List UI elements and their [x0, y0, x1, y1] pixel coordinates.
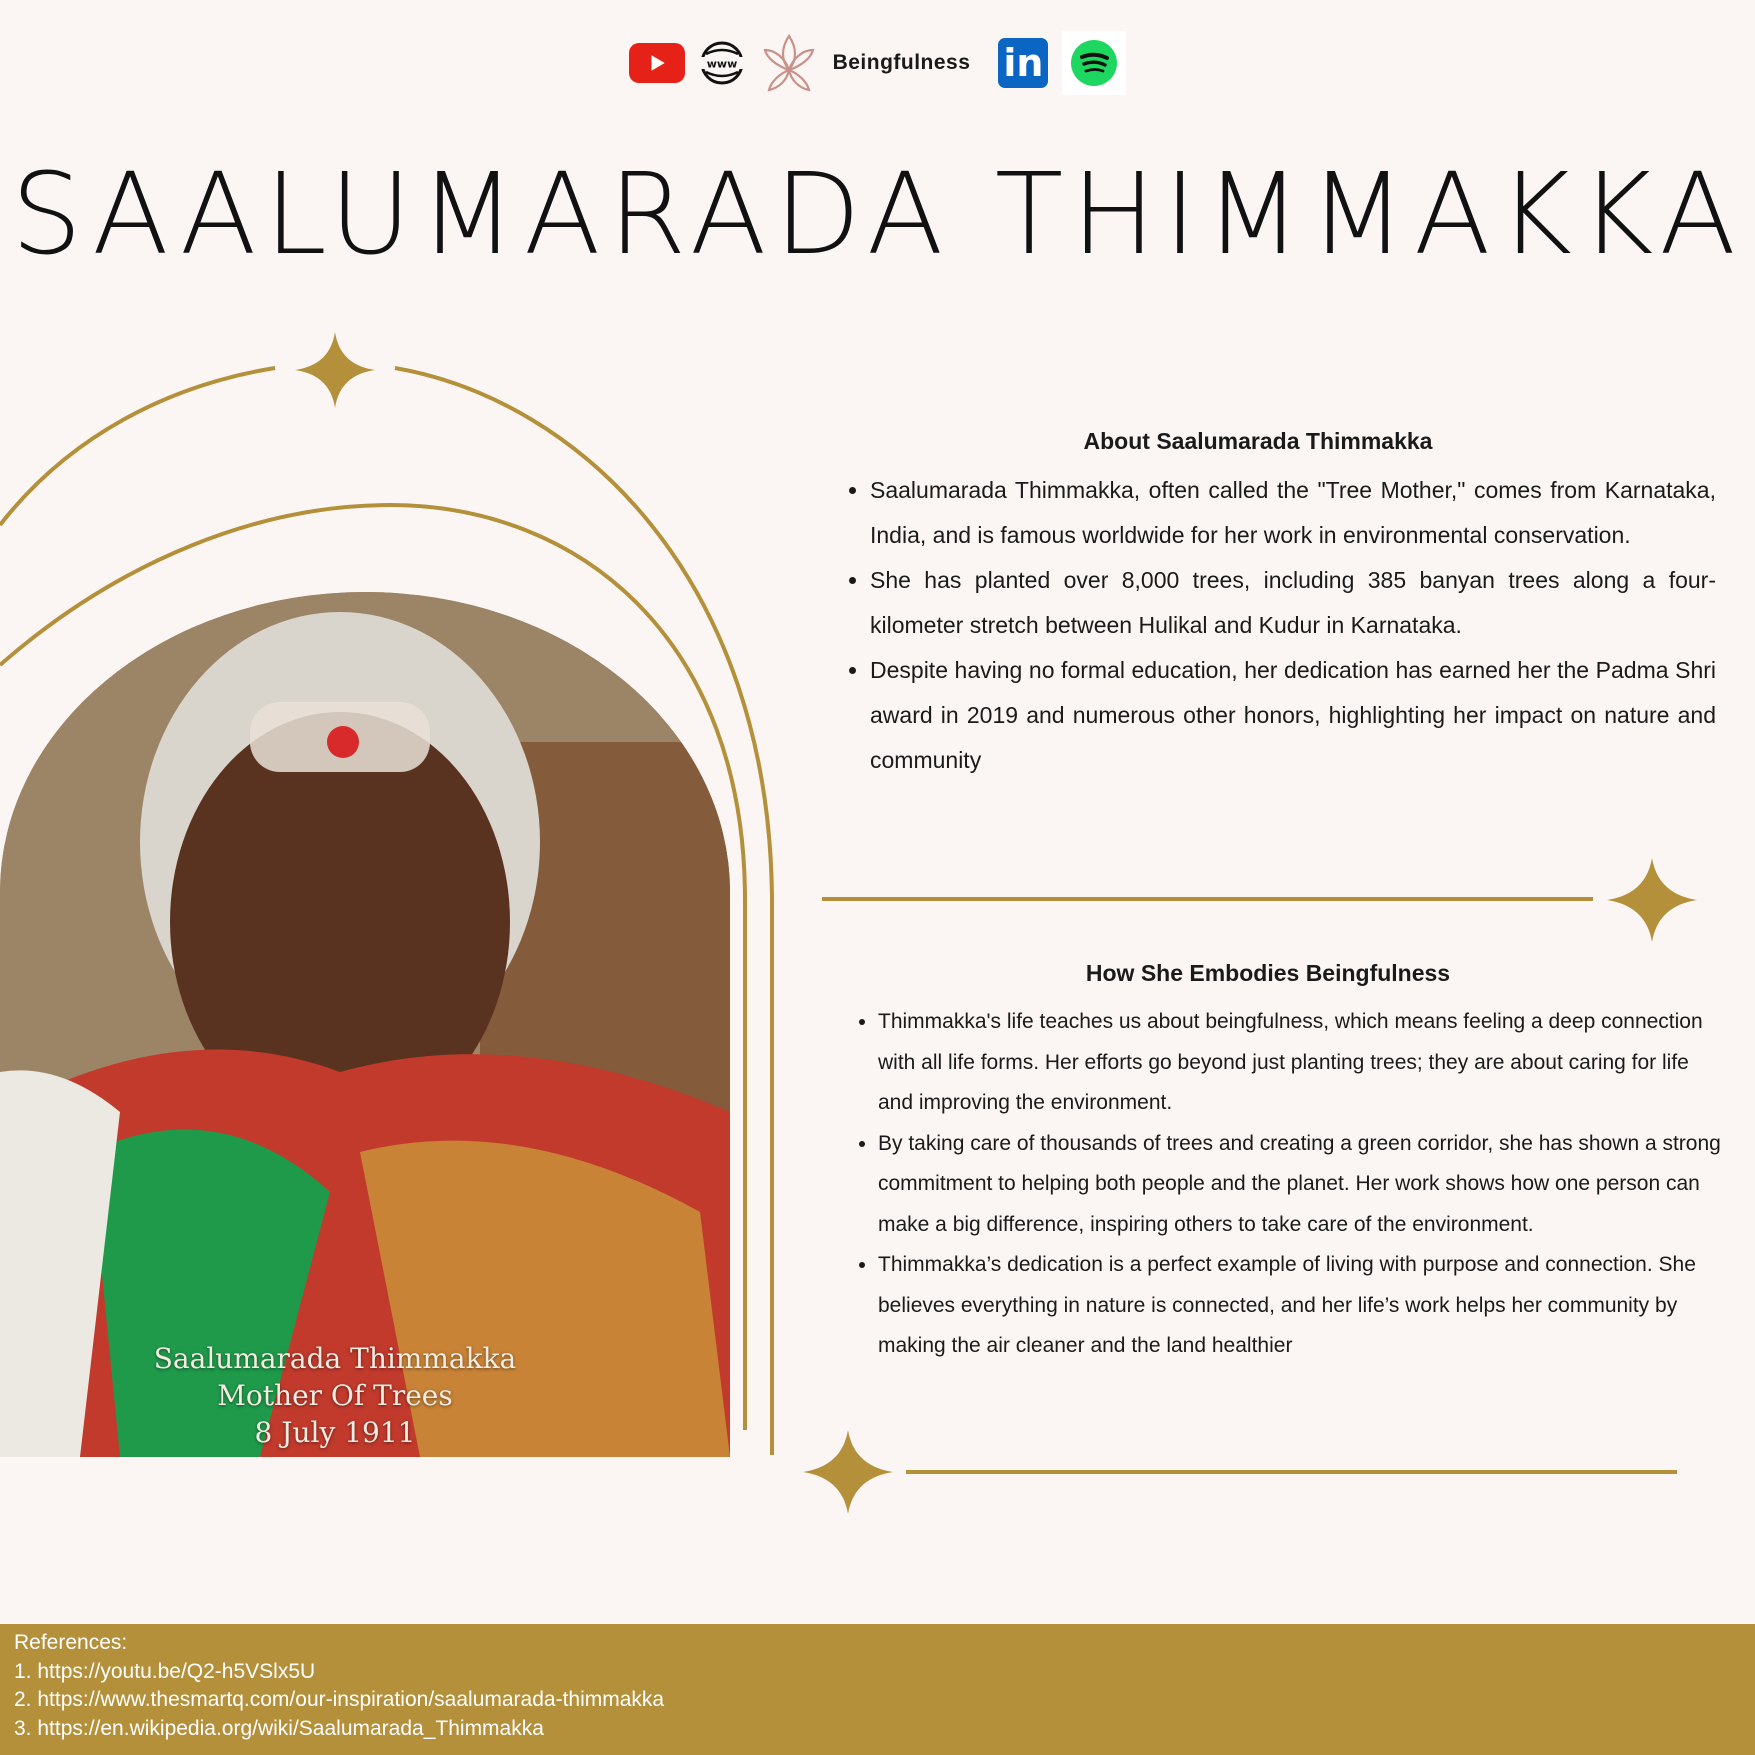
list-item: • Thimmakka’s dedication is a perfect example of living with purpose and connection. She believes everything in nature is connected, and her life’s work helps her community by making the air cleaner and the land healthier	[878, 1245, 1723, 1367]
spotify-icon	[1071, 40, 1117, 86]
brand-name: Beingfulness	[832, 51, 971, 74]
www-text: www	[706, 57, 737, 71]
caption-subtitle: Mother Of Trees	[217, 1379, 453, 1412]
reference-link[interactable]: 3. https://en.wikipedia.org/wiki/Saalumarada_Thimmakka	[14, 1716, 544, 1740]
caption-name: Saalumarada Thimmakka	[153, 1342, 517, 1375]
about-heading: About Saalumarada Thimmakka	[1083, 428, 1433, 454]
reference-link[interactable]: 2. https://www.thesmartq.com/our-inspiration/saalumarada-thimmakka	[14, 1688, 665, 1711]
sparkle-star-icon	[803, 1430, 893, 1514]
list-item: • Thimmakka's life teaches us about beingfulness, which means feeling a deep connection with all life forms. Her efforts go beyond just planting trees; they are about caring for life and improving the environment.	[878, 1002, 1723, 1124]
caption-date: 8 July 1911	[254, 1416, 416, 1449]
about-list	[842, 468, 1716, 783]
lotus-logo-icon	[759, 30, 819, 96]
sparkle-star-icon	[1607, 858, 1697, 942]
globe-www-icon[interactable]	[699, 40, 745, 86]
list-item: • By taking care of thousands of trees and creating a green corridor, she has shown a strong commitment to helping both people and the planet. Her work shows how one person can make a big difference, inspiring others to take care of the environment.	[878, 1124, 1723, 1246]
linkedin-icon[interactable]	[998, 38, 1048, 88]
list-item: • She has planted over 8,000 trees, including 385 banyan trees along a four-kilometer stretch between Hulikal and Kudur in Karnataka.	[870, 558, 1716, 648]
page-title: SAALUMARADA THIMMAKKA	[10, 150, 1745, 280]
references-heading: References:	[14, 1631, 128, 1654]
list-item: • Saalumarada Thimmakka, often called the "Tree Mother," comes from Karnataka, India, and is famous worldwide for her work in environmental conservation.	[870, 468, 1716, 558]
outer-arc-left	[0, 368, 275, 525]
linkedin-text: in	[1003, 41, 1044, 85]
spotify-icon-container[interactable]	[1062, 31, 1126, 95]
photo-caption	[100, 1340, 570, 1451]
portrait-photo	[0, 592, 730, 1457]
embodies-list	[850, 1002, 1723, 1367]
embodies-heading: How She Embodies Beingfulness	[1085, 960, 1451, 986]
reference-link[interactable]: 1. https://youtu.be/Q2-h5VSlx5U	[14, 1659, 316, 1683]
sparkle-star-icon	[295, 332, 375, 408]
youtube-icon[interactable]	[629, 43, 685, 83]
references-footer	[0, 1624, 1755, 1755]
list-item: • Despite having no formal education, her dedication has earned her the Padma Shri award in 2019 and numerous other honors, highlighting her impact on nature and community	[870, 648, 1716, 783]
social-bar	[0, 28, 1755, 98]
